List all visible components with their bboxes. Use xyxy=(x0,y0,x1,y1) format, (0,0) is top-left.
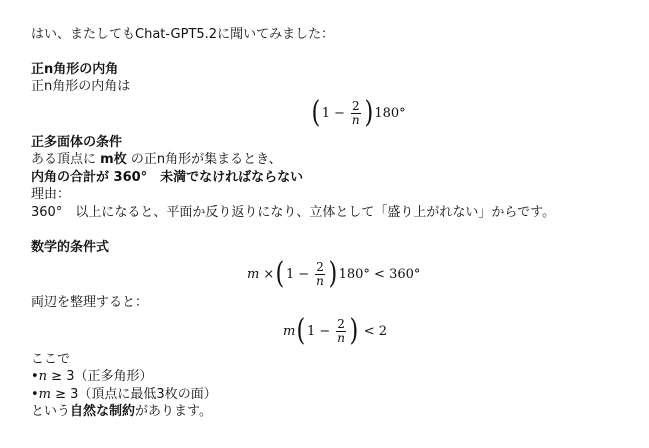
formula-one: 1 xyxy=(285,266,295,282)
section-title-math-condition: 数学的条件式 xyxy=(31,240,110,255)
bullet-text-m: ≥ 3（頂点に最低3枚の面） xyxy=(51,387,217,402)
koko-text: ここで xyxy=(31,352,71,367)
fraction xyxy=(315,261,325,288)
formula-one: 1 xyxy=(307,323,316,339)
formula-tail: 180° < 360° xyxy=(338,266,421,282)
closing-text-bold: 自然な制約 xyxy=(70,404,136,419)
reason-text: 360° 以上になると、平面か反り返りになり、立体として「盛り上がれない」からです。 xyxy=(31,205,556,220)
sum-condition-formula xyxy=(247,257,420,291)
simplified-formula xyxy=(283,314,387,348)
fraction-numerator: 2 xyxy=(316,259,324,274)
formula-times: × xyxy=(263,266,275,282)
bullet-m-condition xyxy=(31,387,217,403)
simplify-text: 両辺を整理すると： xyxy=(31,295,149,310)
formula-minus: − xyxy=(334,105,345,121)
left-paren: ( xyxy=(275,256,285,291)
closing-line xyxy=(31,404,212,420)
formula-minus: − xyxy=(298,266,310,282)
closing-text-c: があります。 xyxy=(135,404,212,419)
fraction-numerator: 2 xyxy=(351,98,360,113)
reason-label: 理由： xyxy=(31,187,71,202)
fraction xyxy=(336,318,346,345)
formula-m: m xyxy=(247,266,260,282)
condition-text-m-faces: m枚 xyxy=(100,152,127,167)
formula-one: 1 xyxy=(321,105,330,121)
condition-text-c: の正n角形が集まるとき、 xyxy=(130,152,282,167)
section-title-interior-angle: 正n角形の内角 xyxy=(31,62,119,77)
bullet-text-n: ≥ 3（正多角形） xyxy=(47,369,153,384)
right-paren: ) xyxy=(328,256,338,291)
interior-angle-formula xyxy=(310,96,406,130)
closing-text-a: という xyxy=(31,404,71,419)
formula-minus: − xyxy=(319,323,331,339)
left-paren: ( xyxy=(311,95,321,130)
fraction-denominator: n xyxy=(316,273,324,288)
section-title-polyhedron-condition: 正多面体の条件 xyxy=(31,135,123,150)
fraction-numerator: 2 xyxy=(337,316,345,331)
bullet-var-n: n xyxy=(38,369,48,384)
intro-text: はい、またしてもChat-GPT5.2に聞いてみました： xyxy=(31,27,335,42)
formula-m: m xyxy=(283,323,296,339)
fraction-denominator: n xyxy=(351,112,360,127)
fraction xyxy=(351,100,361,127)
bullet-icon: • xyxy=(31,387,39,402)
condition-line-1 xyxy=(31,152,282,168)
formula-tail: < 2 xyxy=(363,323,387,339)
condition-text-a: ある頂点に xyxy=(31,152,97,167)
condition-line-2: 内角の合計が 360° 未満でなければならない xyxy=(31,170,304,185)
bullet-var-m: m xyxy=(38,387,51,402)
interior-angle-text: 正n角形の内角は xyxy=(31,79,131,94)
right-paren: ) xyxy=(349,313,359,348)
right-paren: ) xyxy=(364,95,373,130)
bullet-n-condition xyxy=(31,369,152,385)
formula-tail: 180° xyxy=(374,105,406,121)
bullet-icon: • xyxy=(31,369,39,384)
fraction-denominator: n xyxy=(337,330,345,345)
left-paren: ( xyxy=(296,313,306,348)
